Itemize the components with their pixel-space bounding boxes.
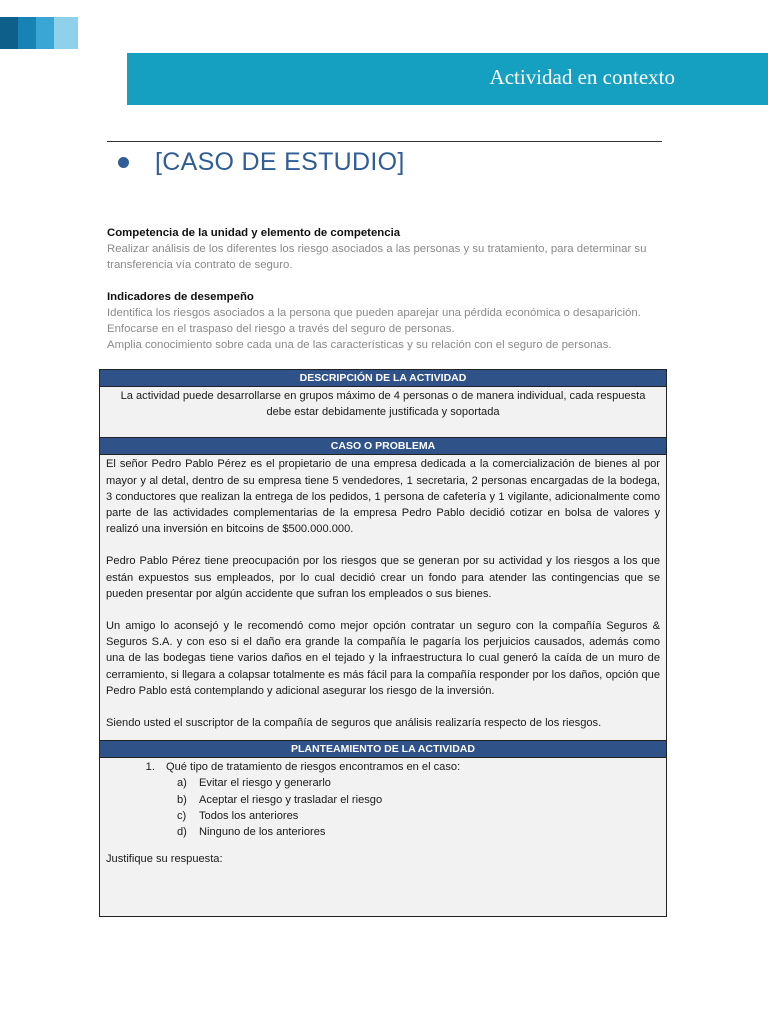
brand-color-blocks: [0, 17, 78, 49]
descripcion-text: La actividad puede desarrollarse en grupos máximo de 4 personas o de manera individual, cada respuesta debe estar debidamente justificada y soportada: [120, 390, 646, 419]
option-d: d) Ninguno de los anteriores: [177, 826, 326, 839]
indicadores-heading: Indicadores de desempeño: [107, 291, 254, 303]
banner-title: Actividad en contexto: [489, 65, 675, 89]
indicador-item: Amplia conocimiento sobre cada una de las características y su relación con el seguro de personas.: [107, 339, 612, 351]
justifique-label: Justifique su respuesta:: [106, 853, 223, 866]
header-banner: [127, 53, 768, 105]
caso-paragraph: El señor Pedro Pablo Pérez es el propietario de una empresa dedicada a la comercialización de bienes al por mayor y al detal, dentro de su empresa tiene 5 vendedores, 1 secretaria, 2 personas encargadas de la bodega, 3 conductores que realizan la entrega de los pedidos, 1 persona de cafetería y 1 vigilante, adicionalmente como parte de las actividades complementarias de la empresa Pedro Pablo decidió cotizar en bolsa de valores y realizó una inversión en bitcoins de $500.000.000.: [106, 458, 660, 536]
caso-paragraph: Un amigo lo aconsejó y le recomendó como mejor opción contratar un seguro con la compañía Seguros & Seguros S.A. y con eso si el daño era grande la compañía le pagaría los perjuicios causados, además como una de las bodegas tiene varios daños en el tejado y la infraestructura lo cual generó la caída de un muro de cerramiento, si llegara a colapsar totalmente es más fácil para la compañía responder por los daños, opción que Pedro Pablo está contemplando y adicional asegurar los riesgo de la inversión.: [106, 620, 660, 697]
divider: [107, 141, 662, 142]
competencia-section: [107, 225, 667, 273]
planteamiento-header: PLANTEAMIENTO DE LA ACTIVIDAD: [100, 740, 666, 758]
case-title-row: [115, 148, 405, 177]
option-a: a) Evitar el riesgo y generarlo: [177, 777, 331, 790]
caso-body: [100, 455, 666, 740]
option-c: c) Todos los anteriores: [177, 809, 299, 822]
question-list: [106, 759, 660, 840]
descripcion-header: DESCRIPCIÓN DE LA ACTIVIDAD: [100, 370, 666, 387]
caso-paragraph: Siendo usted el suscriptor de la compañía de seguros que análisis realizaría respecto de los riesgos.: [106, 717, 602, 730]
competencia-text-line1: Realizar análisis de los diferentes los riesgo asociados a las personas y su tratamiento, para determinar su: [107, 243, 647, 255]
indicador-item: Identifica los riesgos asociados a la persona que pueden aparejar una pérdida económica o desaparición.: [107, 307, 641, 319]
caso-paragraph: Pedro Pablo Pérez tiene preocupación por los riesgos que se generan por su actividad y los riesgos a los que están expuestos sus empleados, por lo cual decidió crear un fondo para atender las contingencias que se pueden presentar por algún accidente que sufran los empleados o sus bienes.: [106, 555, 660, 600]
option-b: b) Aceptar el riesgo y trasladar el riesgo: [177, 793, 383, 806]
question-item: [158, 759, 660, 840]
caso-header: CASO O PROBLEMA: [100, 437, 666, 455]
planteamiento-body: [100, 758, 666, 916]
options-list: [177, 775, 660, 840]
question-text: Qué tipo de tratamiento de riesgos encontramos en el caso:: [166, 761, 461, 774]
indicadores-section: [107, 289, 667, 353]
activity-table: [99, 369, 667, 917]
case-title: [CASO DE ESTUDIO]: [155, 148, 405, 176]
bullet-icon: [118, 157, 129, 168]
competencia-text-line2: transferencia vía contrato de seguro.: [107, 259, 293, 271]
indicador-item: Enfocarse en el traspaso del riesgo a través del seguro de personas.: [107, 323, 455, 335]
competencia-heading: Competencia de la unidad y elemento de competencia: [107, 227, 401, 239]
